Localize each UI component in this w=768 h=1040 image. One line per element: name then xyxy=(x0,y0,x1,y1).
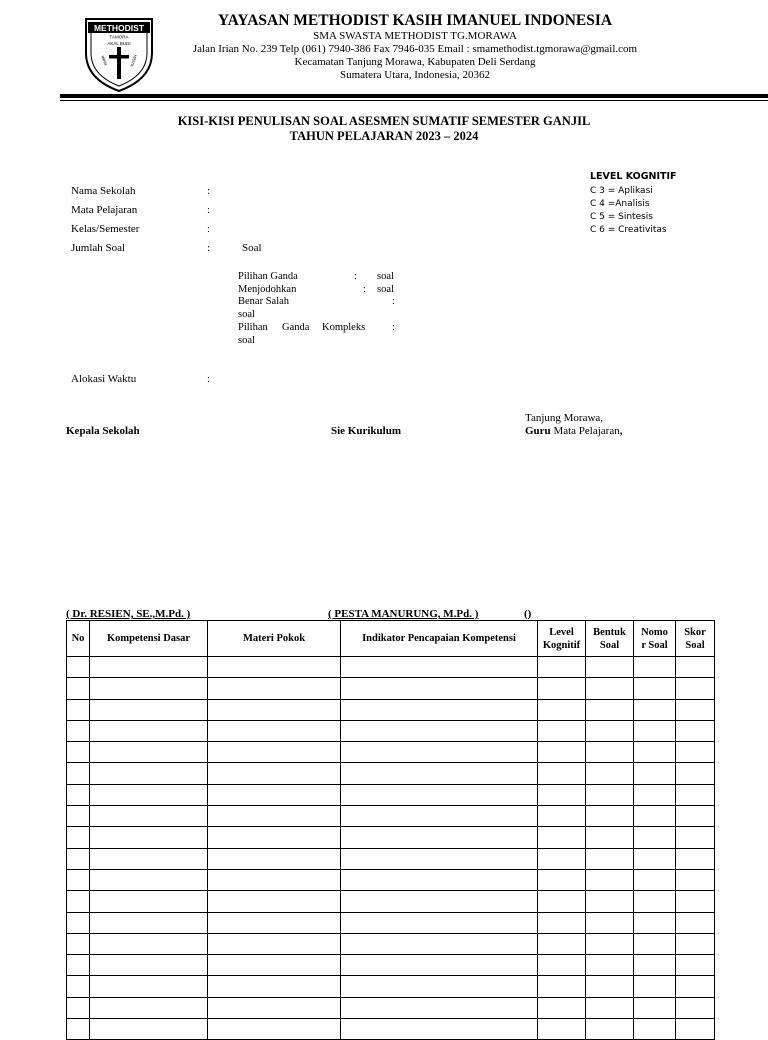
soal-unit: soal xyxy=(238,309,255,320)
soal-unit: soal xyxy=(377,284,394,295)
table-row xyxy=(67,1019,715,1040)
table-cell xyxy=(676,827,715,848)
table-cell xyxy=(634,699,676,720)
table-cell xyxy=(208,848,341,869)
table-cell xyxy=(341,657,538,678)
table-cell xyxy=(67,912,90,933)
table-cell xyxy=(538,742,586,763)
col-header-materi-pokok: Materi Pokok xyxy=(208,621,341,657)
table-header-row xyxy=(67,621,715,657)
table-cell xyxy=(586,827,634,848)
table-cell xyxy=(586,784,634,805)
table-cell xyxy=(676,891,715,912)
pgk-word: Kompleks xyxy=(322,322,366,333)
table-cell xyxy=(538,1019,586,1040)
table-cell xyxy=(67,827,90,848)
table-cell xyxy=(90,869,208,890)
table-cell xyxy=(208,784,341,805)
colon: : xyxy=(207,204,211,216)
table-cell xyxy=(634,912,676,933)
table-cell xyxy=(67,976,90,997)
colon: : xyxy=(363,284,366,295)
table-cell xyxy=(208,912,341,933)
table-cell xyxy=(208,657,341,678)
org-name: YAYASAN METHODIST KASIH IMANUEL INDONESIA xyxy=(217,12,613,29)
col-header-kompetensi-dasar: Kompetensi Dasar xyxy=(90,621,208,657)
pgk-word: Pilihan xyxy=(238,322,268,333)
col-header-nomor-soal xyxy=(634,621,676,657)
table-cell xyxy=(676,720,715,741)
col-header-part: r Soal xyxy=(641,639,668,651)
col-header-part: Bentuk xyxy=(593,626,626,638)
table-cell xyxy=(208,891,341,912)
table-cell xyxy=(586,678,634,699)
kepala-sekolah-label: Kepala Sekolah xyxy=(66,425,140,437)
table-cell xyxy=(208,997,341,1018)
table-cell xyxy=(538,955,586,976)
table-cell xyxy=(538,720,586,741)
table-cell xyxy=(634,891,676,912)
col-header-level-kognitif xyxy=(538,621,586,657)
table-cell xyxy=(676,1019,715,1040)
table-cell xyxy=(634,657,676,678)
table-cell xyxy=(208,955,341,976)
col-header-part: Nomo xyxy=(641,626,668,638)
table-cell xyxy=(634,955,676,976)
table-cell xyxy=(676,806,715,827)
table-cell xyxy=(208,763,341,784)
table-cell xyxy=(341,806,538,827)
table-cell xyxy=(634,763,676,784)
table-cell xyxy=(341,848,538,869)
jumlah-soal-label: Jumlah Soal xyxy=(71,242,126,254)
table-cell xyxy=(90,678,208,699)
level-kognitif-item: C 5 = Sintesis xyxy=(590,212,653,222)
table-cell xyxy=(538,678,586,699)
table-cell xyxy=(586,912,634,933)
table-cell xyxy=(634,1019,676,1040)
table-cell xyxy=(90,1019,208,1040)
table-cell xyxy=(586,955,634,976)
table-cell xyxy=(341,763,538,784)
table-cell xyxy=(90,848,208,869)
logo-name: METHODIST xyxy=(93,23,145,33)
table-cell xyxy=(634,933,676,954)
mata-pelajaran-label: Mata Pelajaran xyxy=(71,204,138,216)
table-cell xyxy=(538,699,586,720)
col-header-part: Soal xyxy=(599,639,620,651)
table-row xyxy=(67,827,715,848)
table-cell xyxy=(634,678,676,699)
table-cell xyxy=(634,976,676,997)
colon: : xyxy=(392,322,395,333)
table-row xyxy=(67,742,715,763)
benar-salah-label: Benar Salah xyxy=(238,296,290,307)
header-rule-thin xyxy=(60,100,768,101)
table-row xyxy=(67,848,715,869)
table-cell xyxy=(208,699,341,720)
table-cell xyxy=(208,678,341,699)
col-header-part: Skor xyxy=(684,626,706,638)
table-cell xyxy=(90,657,208,678)
colon: : xyxy=(207,373,211,385)
logo-side-right: KASIH xyxy=(129,53,138,67)
table-cell xyxy=(341,933,538,954)
table-cell xyxy=(90,976,208,997)
table-cell xyxy=(208,1019,341,1040)
table-cell xyxy=(341,784,538,805)
soal-unit: soal xyxy=(238,335,255,346)
table-cell xyxy=(634,720,676,741)
table-cell xyxy=(208,869,341,890)
level-kognitif-item: C 3 = Aplikasi xyxy=(590,186,653,196)
jumlah-soal-value: Soal xyxy=(242,242,262,254)
soal-unit: soal xyxy=(377,271,394,282)
table-cell xyxy=(676,699,715,720)
document-title: KISI-KISI PENULISAN SOAL ASESMEN SUMATIF SEMESTER GANJIL xyxy=(177,114,591,128)
colon: : xyxy=(354,271,357,282)
table-cell xyxy=(67,1019,90,1040)
col-header-part: Kognitif xyxy=(542,639,581,651)
table-body xyxy=(67,657,715,1040)
table-cell xyxy=(538,657,586,678)
col-header-part: Soal xyxy=(685,639,705,651)
school-address: Jalan Irian No. 239 Telp (061) 7940-386 Fax 7946-035 Email : smamethodist.tgmorawa@gmail.com xyxy=(192,43,638,55)
table-cell xyxy=(208,933,341,954)
col-header-no: No xyxy=(67,621,90,657)
table-cell xyxy=(67,742,90,763)
table-cell xyxy=(538,912,586,933)
school-province: Sumatera Utara, Indonesia, 20362 xyxy=(340,69,490,81)
table-cell xyxy=(586,657,634,678)
table-cell xyxy=(586,848,634,869)
table-cell xyxy=(634,869,676,890)
table-cell xyxy=(538,784,586,805)
table-cell xyxy=(676,976,715,997)
table-cell xyxy=(90,742,208,763)
alokasi-waktu-label: Alokasi Waktu xyxy=(71,373,137,385)
guru-label-comma: , xyxy=(619,425,623,437)
table-cell xyxy=(634,848,676,869)
table-cell xyxy=(90,997,208,1018)
table-cell xyxy=(538,827,586,848)
table-row xyxy=(67,678,715,699)
table-cell xyxy=(586,763,634,784)
guru-label xyxy=(525,425,622,437)
table-cell xyxy=(538,848,586,869)
table-cell xyxy=(586,1019,634,1040)
table-cell xyxy=(67,678,90,699)
table-cell xyxy=(538,763,586,784)
table-cell xyxy=(67,806,90,827)
table-cell xyxy=(67,891,90,912)
table-row xyxy=(67,933,715,954)
table-cell xyxy=(586,891,634,912)
table-cell xyxy=(586,742,634,763)
table-row xyxy=(67,976,715,997)
table-cell xyxy=(90,955,208,976)
table-cell xyxy=(676,869,715,890)
table-cell xyxy=(341,720,538,741)
kisi-kisi-table xyxy=(66,620,715,1040)
table-row xyxy=(67,699,715,720)
table-cell xyxy=(538,869,586,890)
table-cell xyxy=(67,657,90,678)
table-cell xyxy=(586,806,634,827)
table-cell xyxy=(676,657,715,678)
table-cell xyxy=(586,720,634,741)
level-kognitif-heading: LEVEL KOGNITIF xyxy=(590,171,677,182)
table-cell xyxy=(208,806,341,827)
table-row xyxy=(67,763,715,784)
table-cell xyxy=(208,976,341,997)
table-cell xyxy=(90,912,208,933)
colon: : xyxy=(207,185,211,197)
sie-kurikulum-name: ( PESTA MANURUNG, M.Pd. ) xyxy=(328,608,479,620)
pilihan-ganda-label: Pilihan Ganda xyxy=(238,271,298,282)
colon: : xyxy=(207,223,211,235)
table-cell xyxy=(586,699,634,720)
logo-motto: AKAL BUDI xyxy=(107,41,131,46)
table-cell xyxy=(538,997,586,1018)
table-cell xyxy=(676,848,715,869)
table-cell xyxy=(634,997,676,1018)
kelas-semester-label: Kelas/Semester xyxy=(71,223,140,235)
logo-sub: TAMORA xyxy=(109,34,129,40)
table-cell xyxy=(676,763,715,784)
table-cell xyxy=(634,827,676,848)
table-cell xyxy=(208,742,341,763)
table-row xyxy=(67,784,715,805)
table-cell xyxy=(90,933,208,954)
kepala-sekolah-name: ( Dr. RESIEN, SE.,M.Pd. ) xyxy=(66,608,191,620)
col-header-part: Level xyxy=(549,626,574,638)
table-cell xyxy=(538,891,586,912)
table-cell xyxy=(676,784,715,805)
table-cell xyxy=(676,997,715,1018)
pgk-word: Ganda xyxy=(282,322,310,333)
table-cell xyxy=(341,997,538,1018)
school-district: Kecamatan Tanjung Morawa, Kabupaten Deli Serdang xyxy=(294,56,536,68)
table-cell xyxy=(67,869,90,890)
place-date: Tanjung Morawa, xyxy=(525,412,604,424)
table-cell xyxy=(341,742,538,763)
table-cell xyxy=(586,869,634,890)
table-cell xyxy=(67,699,90,720)
table-cell xyxy=(90,827,208,848)
table-cell xyxy=(67,720,90,741)
table-cell xyxy=(538,933,586,954)
school-logo xyxy=(82,13,156,93)
table-cell xyxy=(341,955,538,976)
colon: : xyxy=(207,242,211,254)
table-row xyxy=(67,891,715,912)
table-cell xyxy=(341,976,538,997)
table-cell xyxy=(676,678,715,699)
table-cell xyxy=(676,955,715,976)
table-row xyxy=(67,869,715,890)
col-header-indikator: Indikator Pencapaian Kompetensi xyxy=(341,621,538,657)
table-cell xyxy=(586,997,634,1018)
table-row xyxy=(67,955,715,976)
col-header-bentuk-soal xyxy=(586,621,634,657)
table-cell xyxy=(341,678,538,699)
table-row xyxy=(67,720,715,741)
table-cell xyxy=(341,827,538,848)
document-subtitle: TAHUN PELAJARAN 2023 – 2024 xyxy=(289,129,479,143)
table-cell xyxy=(676,912,715,933)
table-cell xyxy=(67,997,90,1018)
table-cell xyxy=(676,933,715,954)
logo-side-left: IMAN xyxy=(100,54,109,67)
nama-sekolah-label: Nama Sekolah xyxy=(71,185,136,197)
table-cell xyxy=(90,806,208,827)
table-cell xyxy=(90,784,208,805)
table-cell xyxy=(67,955,90,976)
guru-label-bold: Guru xyxy=(525,425,551,437)
guru-label-rest: Mata Pelajaran xyxy=(550,425,620,437)
table-cell xyxy=(341,1019,538,1040)
table-cell xyxy=(586,933,634,954)
table-cell xyxy=(538,806,586,827)
col-header-skor-soal xyxy=(676,621,715,657)
table-cell xyxy=(538,976,586,997)
table-cell xyxy=(67,763,90,784)
table-cell xyxy=(341,869,538,890)
table-row xyxy=(67,657,715,678)
table-row xyxy=(67,997,715,1018)
colon: : xyxy=(392,296,395,307)
guru-name: () xyxy=(524,608,532,620)
table-row xyxy=(67,912,715,933)
level-kognitif-item: C 4 =Analisis xyxy=(590,199,650,209)
level-kognitif-item: C 6 = Creativitas xyxy=(590,225,667,235)
table-cell xyxy=(634,784,676,805)
menjodohkan-label: Menjodohkan xyxy=(238,284,297,295)
table-cell xyxy=(90,891,208,912)
table-cell xyxy=(634,742,676,763)
table-cell xyxy=(341,912,538,933)
table-row xyxy=(67,806,715,827)
table-cell xyxy=(67,933,90,954)
table-cell xyxy=(676,742,715,763)
table-cell xyxy=(67,784,90,805)
header-rule-thick xyxy=(60,94,768,98)
table-cell xyxy=(67,848,90,869)
table-cell xyxy=(341,699,538,720)
table-cell xyxy=(341,891,538,912)
table-cell xyxy=(90,720,208,741)
table-cell xyxy=(586,976,634,997)
table-cell xyxy=(208,827,341,848)
school-name: SMA SWASTA METHODIST TG.MORAWA xyxy=(313,30,517,42)
table-cell xyxy=(90,763,208,784)
table-cell xyxy=(634,806,676,827)
table-cell xyxy=(90,699,208,720)
table-cell xyxy=(208,720,341,741)
sie-kurikulum-label: Sie Kurikulum xyxy=(331,425,401,437)
